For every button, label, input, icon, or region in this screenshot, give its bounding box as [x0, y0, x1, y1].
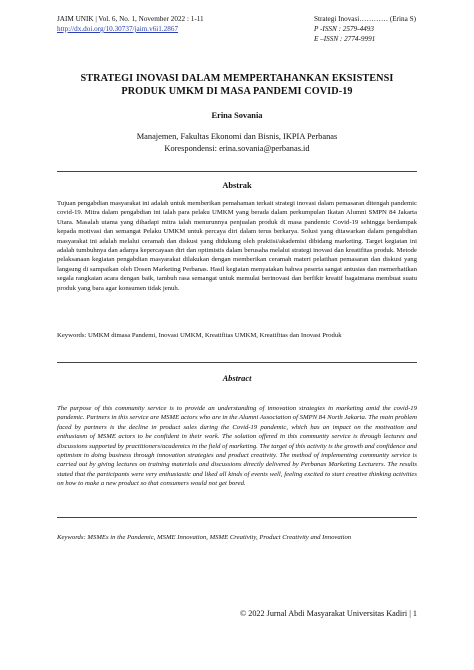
- running-title: Strategi Inovasi………… (Erina S): [313, 15, 416, 23]
- abstrak-heading: Abstrak: [222, 181, 252, 190]
- title-line-1: STRATEGI INOVASI DALAM MEMPERTAHANKAN EKSISTENSI: [80, 73, 394, 84]
- journal-volume-line: JAIM UNIK | Vol. 6, No. 1, November 2022 : 1-11: [57, 15, 204, 23]
- page-footer: © 2022 Jurnal Abdi Masyarakat Universitas Kadiri | 1: [239, 609, 417, 618]
- journal-header: [57, 14, 204, 34]
- abstrak-text: Tujuan pengabdian masyarakat ini adalah untuk memberikan pemahaman terkait strategi inovasi dalam pemasaran ditengah pandemic covid-19. Mitra dalam pengabdian ini ialah para pelaku UMKM yang berada dalam perkumpulan Ikatan Alumni SMPN 84 Jakarta Utara. Masalah utama yang dihadapi mitra ialah menurunnya penjualan produk di masa pandemic Covid-19 sehingga berdampak kepada motivasi dan semangat Pelaku UMKM untuk percaya diri dalam terus berkarya. Solusi yang ditawarkan dalam pengabdian masyarakat ini adalah melalui ceramah dan diskusi yang didukung oleh praktisi/akademisi dibidang marketing. Target kegiatan ini adalah tumbuhnya dan adanya kepercayaan diri dan optimistis dalam berusaha melalui strategi inovasi dan kreatifitas produk. Metode pelaksanaan kegiatan pengabdian masyarakat dilakukan dengan memberikan ceramah materi pelatihan pemasaran dan diskusi yang langsung di sampaikan oleh Dosen Marketing Perbanas. Hasil kegiatan menyatakan bahwa peserta sangat antusias dan memerhatikan segala rangkaian acara dengan baik, tambuh rasa semangat untuk memulai berinovasi dan berfikir kreatif bagaimana membuat suatu produk yang bara agar konsumen tidak jenuh.: [57, 200, 417, 292]
- article-title: [57, 73, 417, 98]
- abstract-keywords: Keywords: MSMEs in the Pandemic, MSME Innovation, MSME Creativity, Product Creativity and Innovation: [57, 534, 352, 541]
- affiliation: Manajemen, Fakultas Ekonomi dan Bisnis, IKPIA Perbanas: [136, 132, 338, 141]
- author-affiliation: [57, 131, 417, 154]
- e-issn: E –ISSN : 2774-9991: [313, 35, 376, 43]
- p-issn: P -ISSN : 2579-4493: [313, 25, 374, 33]
- author-name: Erina Sovania: [211, 111, 263, 120]
- abstract-heading: Abstract: [222, 374, 252, 383]
- divider: [57, 517, 417, 518]
- doi-link[interactable]: http://dx.doi.org/10.30737/jaim.v6i1.2867: [57, 25, 179, 33]
- divider: [57, 362, 417, 363]
- correspondence: Korespondensi: erina.sovania@perbanas.id: [164, 143, 310, 153]
- running-header: [314, 14, 416, 44]
- abstract-text: The purpose of this community service is to provide an understanding of innovation strategies in marketing amid the covid-19 pandemic. Partners in this service are MSME actors who are in the Alumni Association of SMPN 84 North Jakarta. The main problem faced by partners is the decline in product sales during the Covid-19 pandemic, which has an impact on the motivation and enthusiasm of MSME actors to be confident in their work. The solution offered in this community service is through lectures and discussions supported by practitioners/academics in the field of marketing. The target of this activity is the growth and confidence and optimism in doing business through innovation strategies and product creativity. The method of implementing community service is carried out by giving lectures on training materials and discussions directly delivered by Perbanas Marketing Lecturers. The results stated that the participants were very enthusiastic and liked all kinds of events well, feeling excited to start creative thinking activities on how to make a new product so that consumers would not get bored.: [57, 405, 417, 488]
- divider: [57, 171, 417, 172]
- abstrak-keywords: Keywords: UMKM dimasa Pandemi, Inovasi UMKM, Kreatifitas UMKM, Kreatifitas dan Inovasi Produk: [57, 332, 342, 339]
- title-line-2: PRODUK UMKM DI MASA PANDEMI COVID-19: [121, 85, 353, 97]
